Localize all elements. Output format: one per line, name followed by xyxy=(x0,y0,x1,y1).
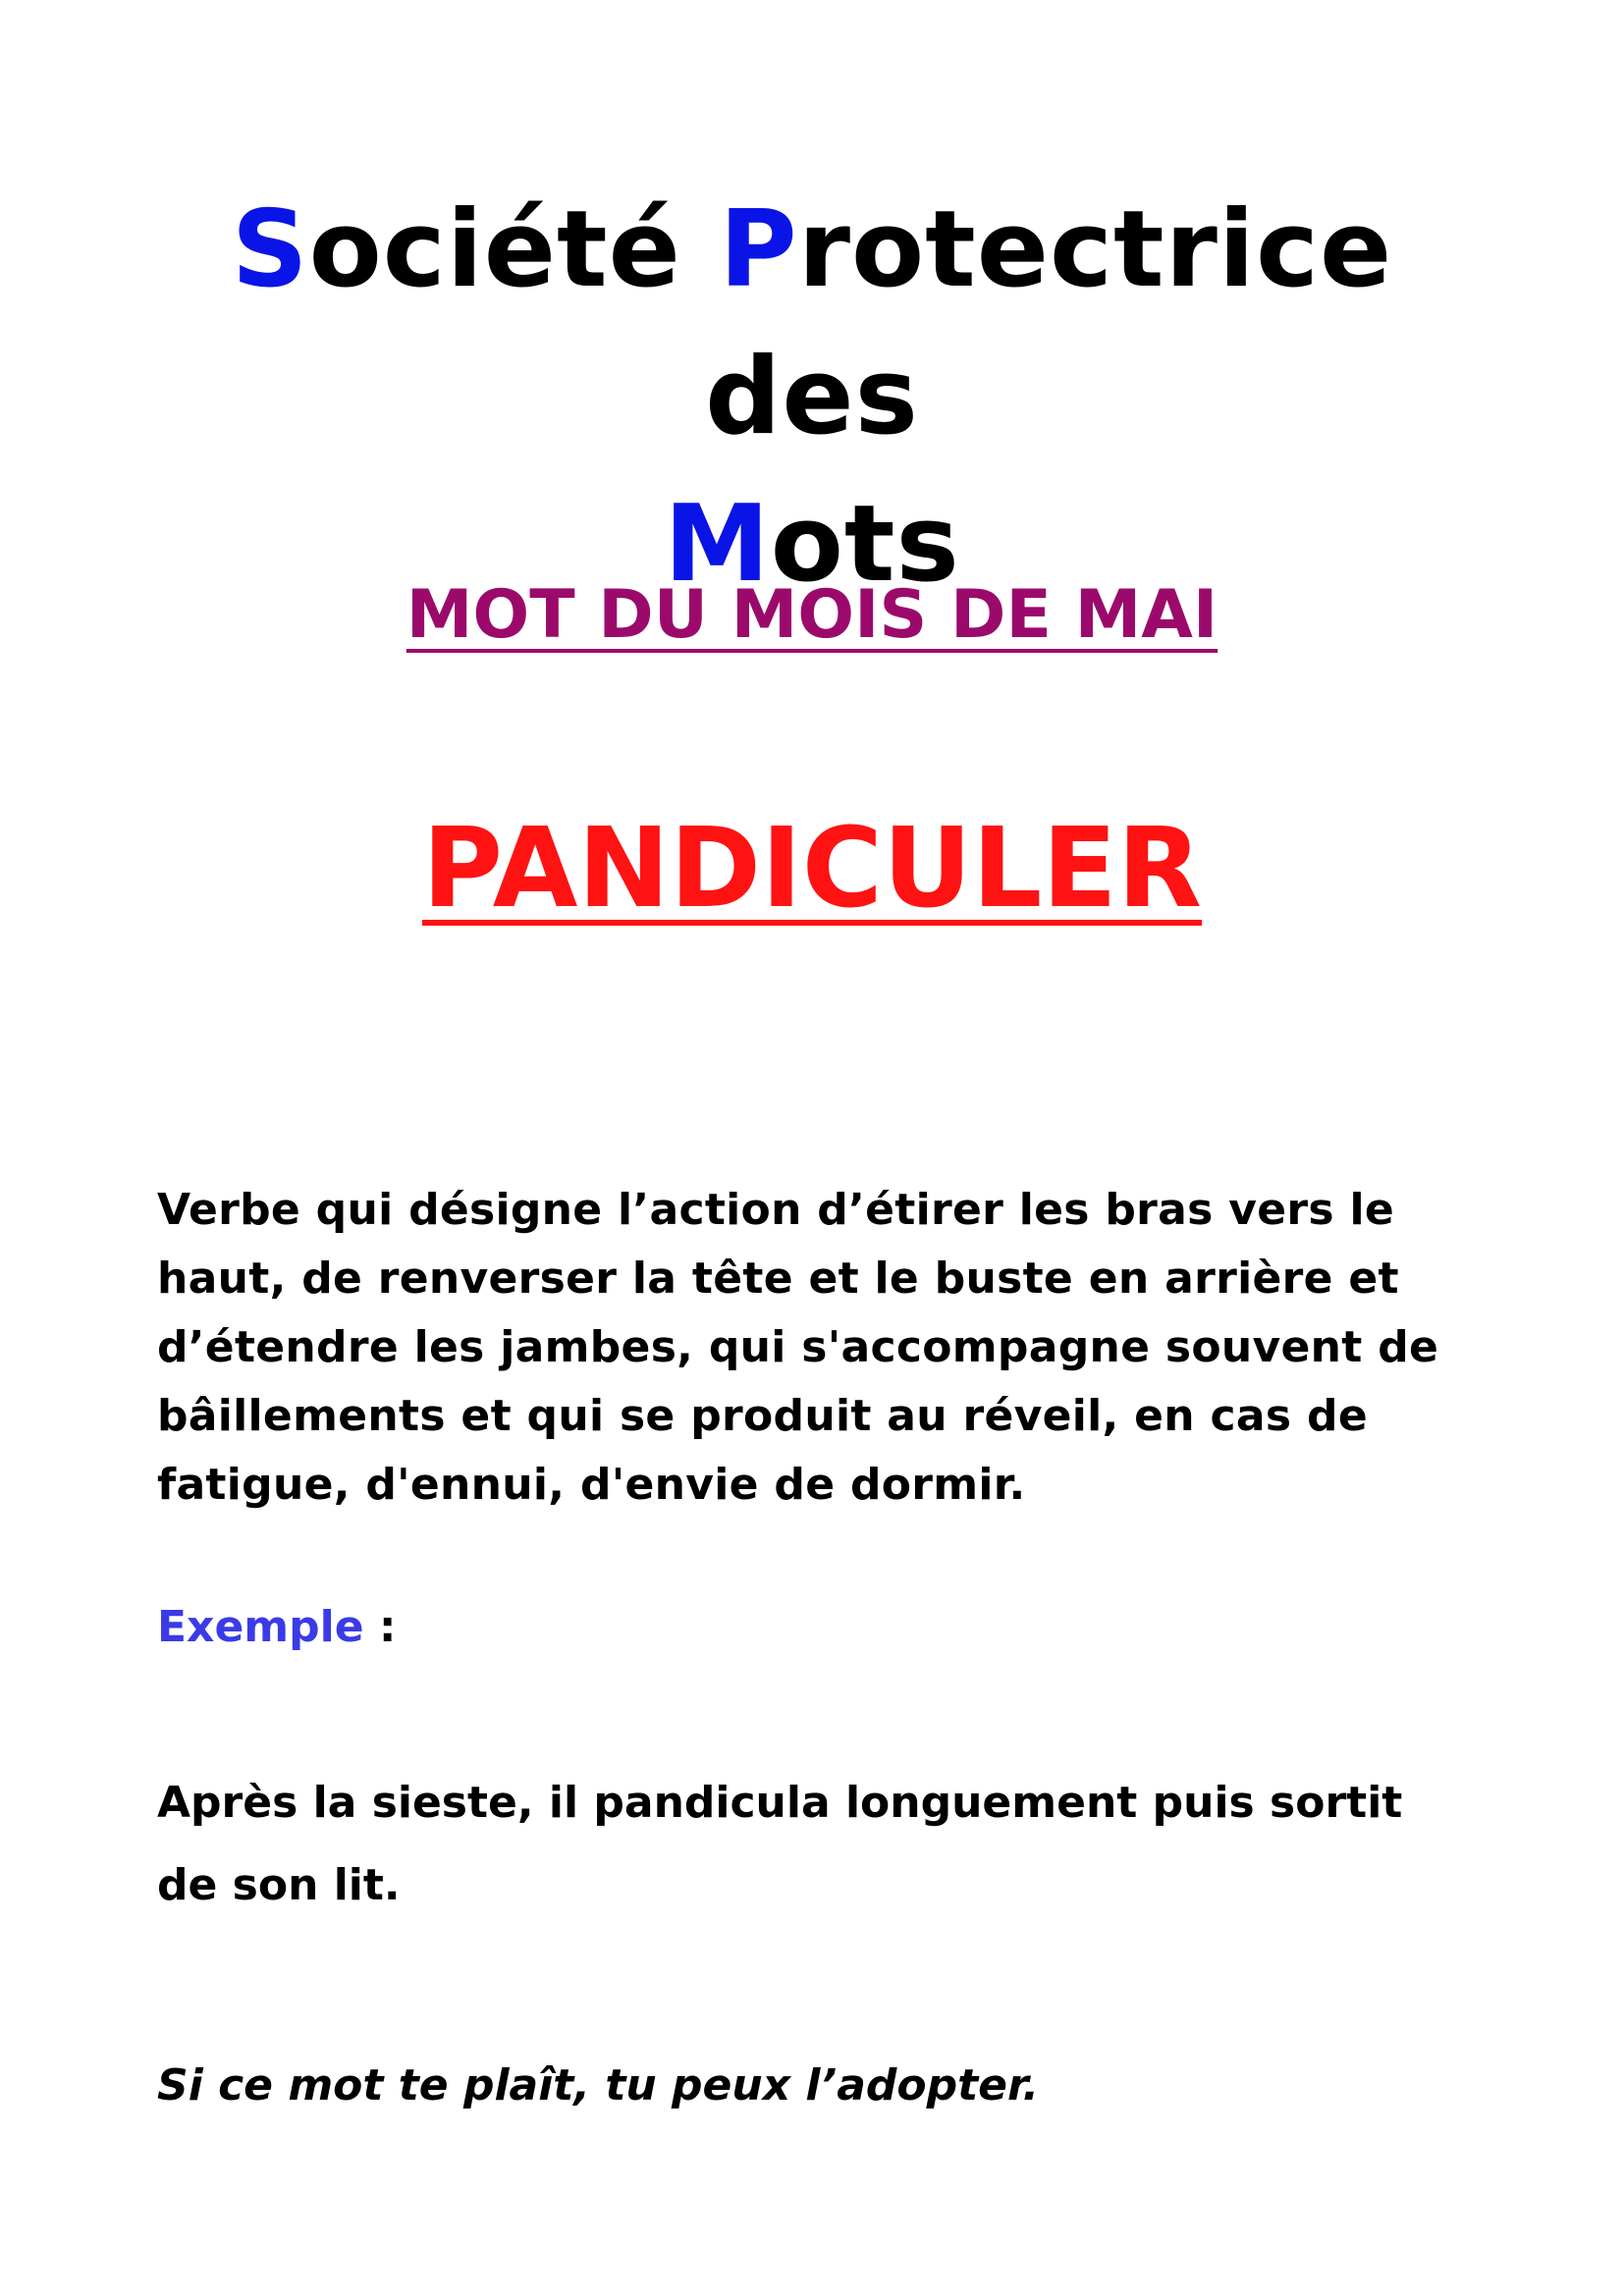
example-heading xyxy=(157,1593,396,1662)
title-initial-m: M xyxy=(664,483,771,606)
month-heading-text: MOT DU MOIS DE MAI xyxy=(406,576,1218,654)
title-text-part-2: rotectrice des xyxy=(705,188,1393,458)
title-initial-p: P xyxy=(719,188,798,311)
title-text-part-3: ots xyxy=(770,483,960,606)
page-title xyxy=(118,177,1506,618)
definition-paragraph: Verbe qui désigne l’action d’étirer les bras vers le haut, de renverser la tête et le buste en arrière et d’étendre les jambes, qui s'accompagne souvent de bâillements et qui se produit au réveil, en cas de fatigue, d'ennui, d'envie de dormir. xyxy=(157,1185,1439,1510)
title-text-part-1: ociété xyxy=(308,188,720,311)
word-of-month xyxy=(0,795,1624,942)
example-colon: : xyxy=(363,1602,397,1652)
closing-line: Si ce mot te plaît, tu peux l’adopter. xyxy=(157,2060,1040,2110)
word-of-month-text: PANDICULER xyxy=(421,805,1203,933)
month-heading xyxy=(0,571,1624,660)
title-initial-s: S xyxy=(231,188,309,311)
example-sentence: Après la sieste, il pandicula longuement puis sortit de son lit. xyxy=(157,1778,1403,1910)
example-label: Exemple xyxy=(157,1602,364,1652)
